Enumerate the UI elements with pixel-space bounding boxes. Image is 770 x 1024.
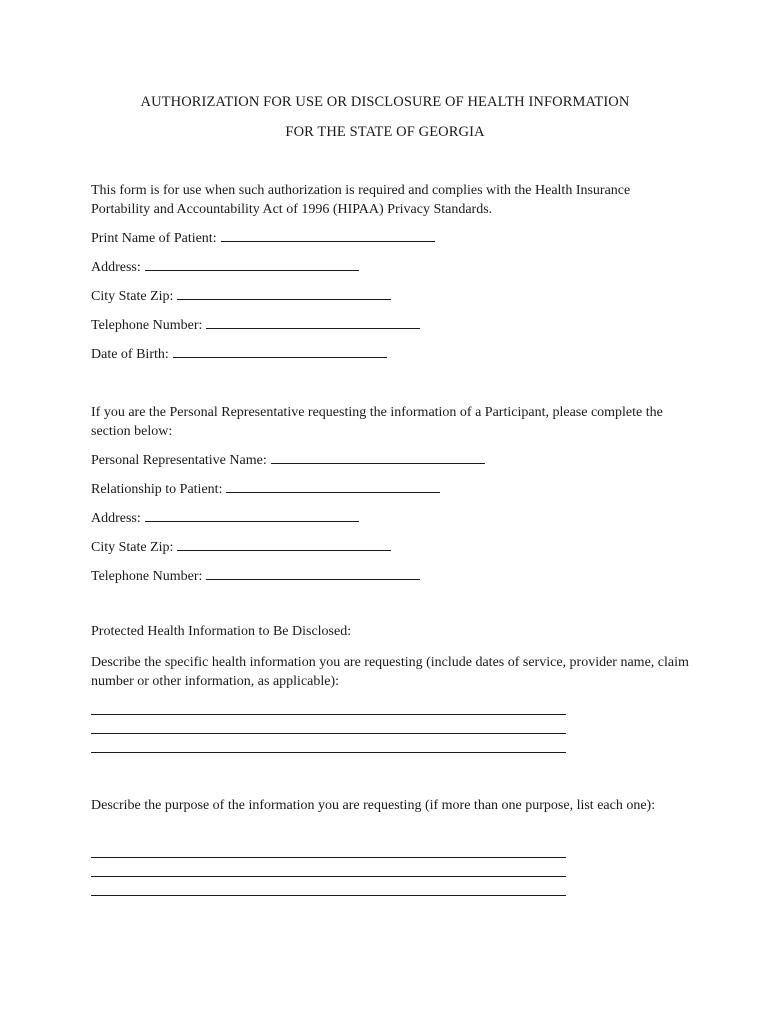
rep-address-field[interactable] xyxy=(145,509,359,522)
patient-phone-label: Telephone Number: xyxy=(91,318,203,333)
purpose-answer-line-1[interactable] xyxy=(91,857,566,858)
rep-address-row xyxy=(91,509,359,527)
rep-name-field[interactable] xyxy=(271,451,485,464)
patient-address-label: Address: xyxy=(91,260,141,275)
patient-address-row xyxy=(91,258,359,276)
patient-dob-row xyxy=(91,345,387,363)
patient-name-label: Print Name of Patient: xyxy=(91,231,217,246)
rep-name-label: Personal Representative Name: xyxy=(91,453,267,468)
info-answer-line-3[interactable] xyxy=(91,752,566,753)
rep-relationship-field[interactable] xyxy=(226,480,440,493)
phi-heading: Protected Health Information to Be Disclosed: xyxy=(91,624,352,639)
representative-intro: If you are the Personal Representative requesting the information of a Participant, please complete the section below: xyxy=(91,405,663,439)
patient-name-field[interactable] xyxy=(221,229,435,242)
rep-phone-label: Telephone Number: xyxy=(91,569,203,584)
patient-city-label: City State Zip: xyxy=(91,289,174,304)
patient-address-field[interactable] xyxy=(145,258,359,271)
info-answer-line-2[interactable] xyxy=(91,733,566,734)
rep-relationship-row xyxy=(91,480,440,498)
rep-city-field[interactable] xyxy=(177,538,391,551)
rep-phone-field[interactable] xyxy=(206,567,420,580)
form-subtitle: FOR THE STATE OF GEORGIA xyxy=(285,124,485,140)
describe-purpose-text: Describe the purpose of the information you are requesting (if more than one purpose, list each one): xyxy=(91,798,656,813)
rep-relationship-label: Relationship to Patient: xyxy=(91,482,223,497)
rep-address-label: Address: xyxy=(91,511,141,526)
rep-city-label: City State Zip: xyxy=(91,540,174,555)
patient-phone-row xyxy=(91,316,420,334)
patient-name-row xyxy=(91,229,435,247)
patient-dob-label: Date of Birth: xyxy=(91,347,169,362)
patient-dob-field[interactable] xyxy=(173,345,387,358)
purpose-answer-line-2[interactable] xyxy=(91,876,566,877)
rep-phone-row xyxy=(91,567,420,585)
rep-city-row xyxy=(91,538,391,556)
purpose-answer-line-3[interactable] xyxy=(91,895,566,896)
patient-phone-field[interactable] xyxy=(206,316,420,329)
describe-info-text: Describe the specific health information you are requesting (include dates of service, provider name, claim number or other information, as applicable): xyxy=(91,655,689,689)
patient-city-field[interactable] xyxy=(177,287,391,300)
patient-city-row xyxy=(91,287,391,305)
rep-name-row xyxy=(91,451,485,469)
form-title: AUTHORIZATION FOR USE OR DISCLOSURE OF HEALTH INFORMATION xyxy=(140,94,630,110)
info-answer-line-1[interactable] xyxy=(91,714,566,715)
intro-paragraph: This form is for use when such authorization is required and complies with the Health Insurance Portability and Accountability Act of 1996 (HIPAA) Privacy Standards. xyxy=(91,183,631,217)
